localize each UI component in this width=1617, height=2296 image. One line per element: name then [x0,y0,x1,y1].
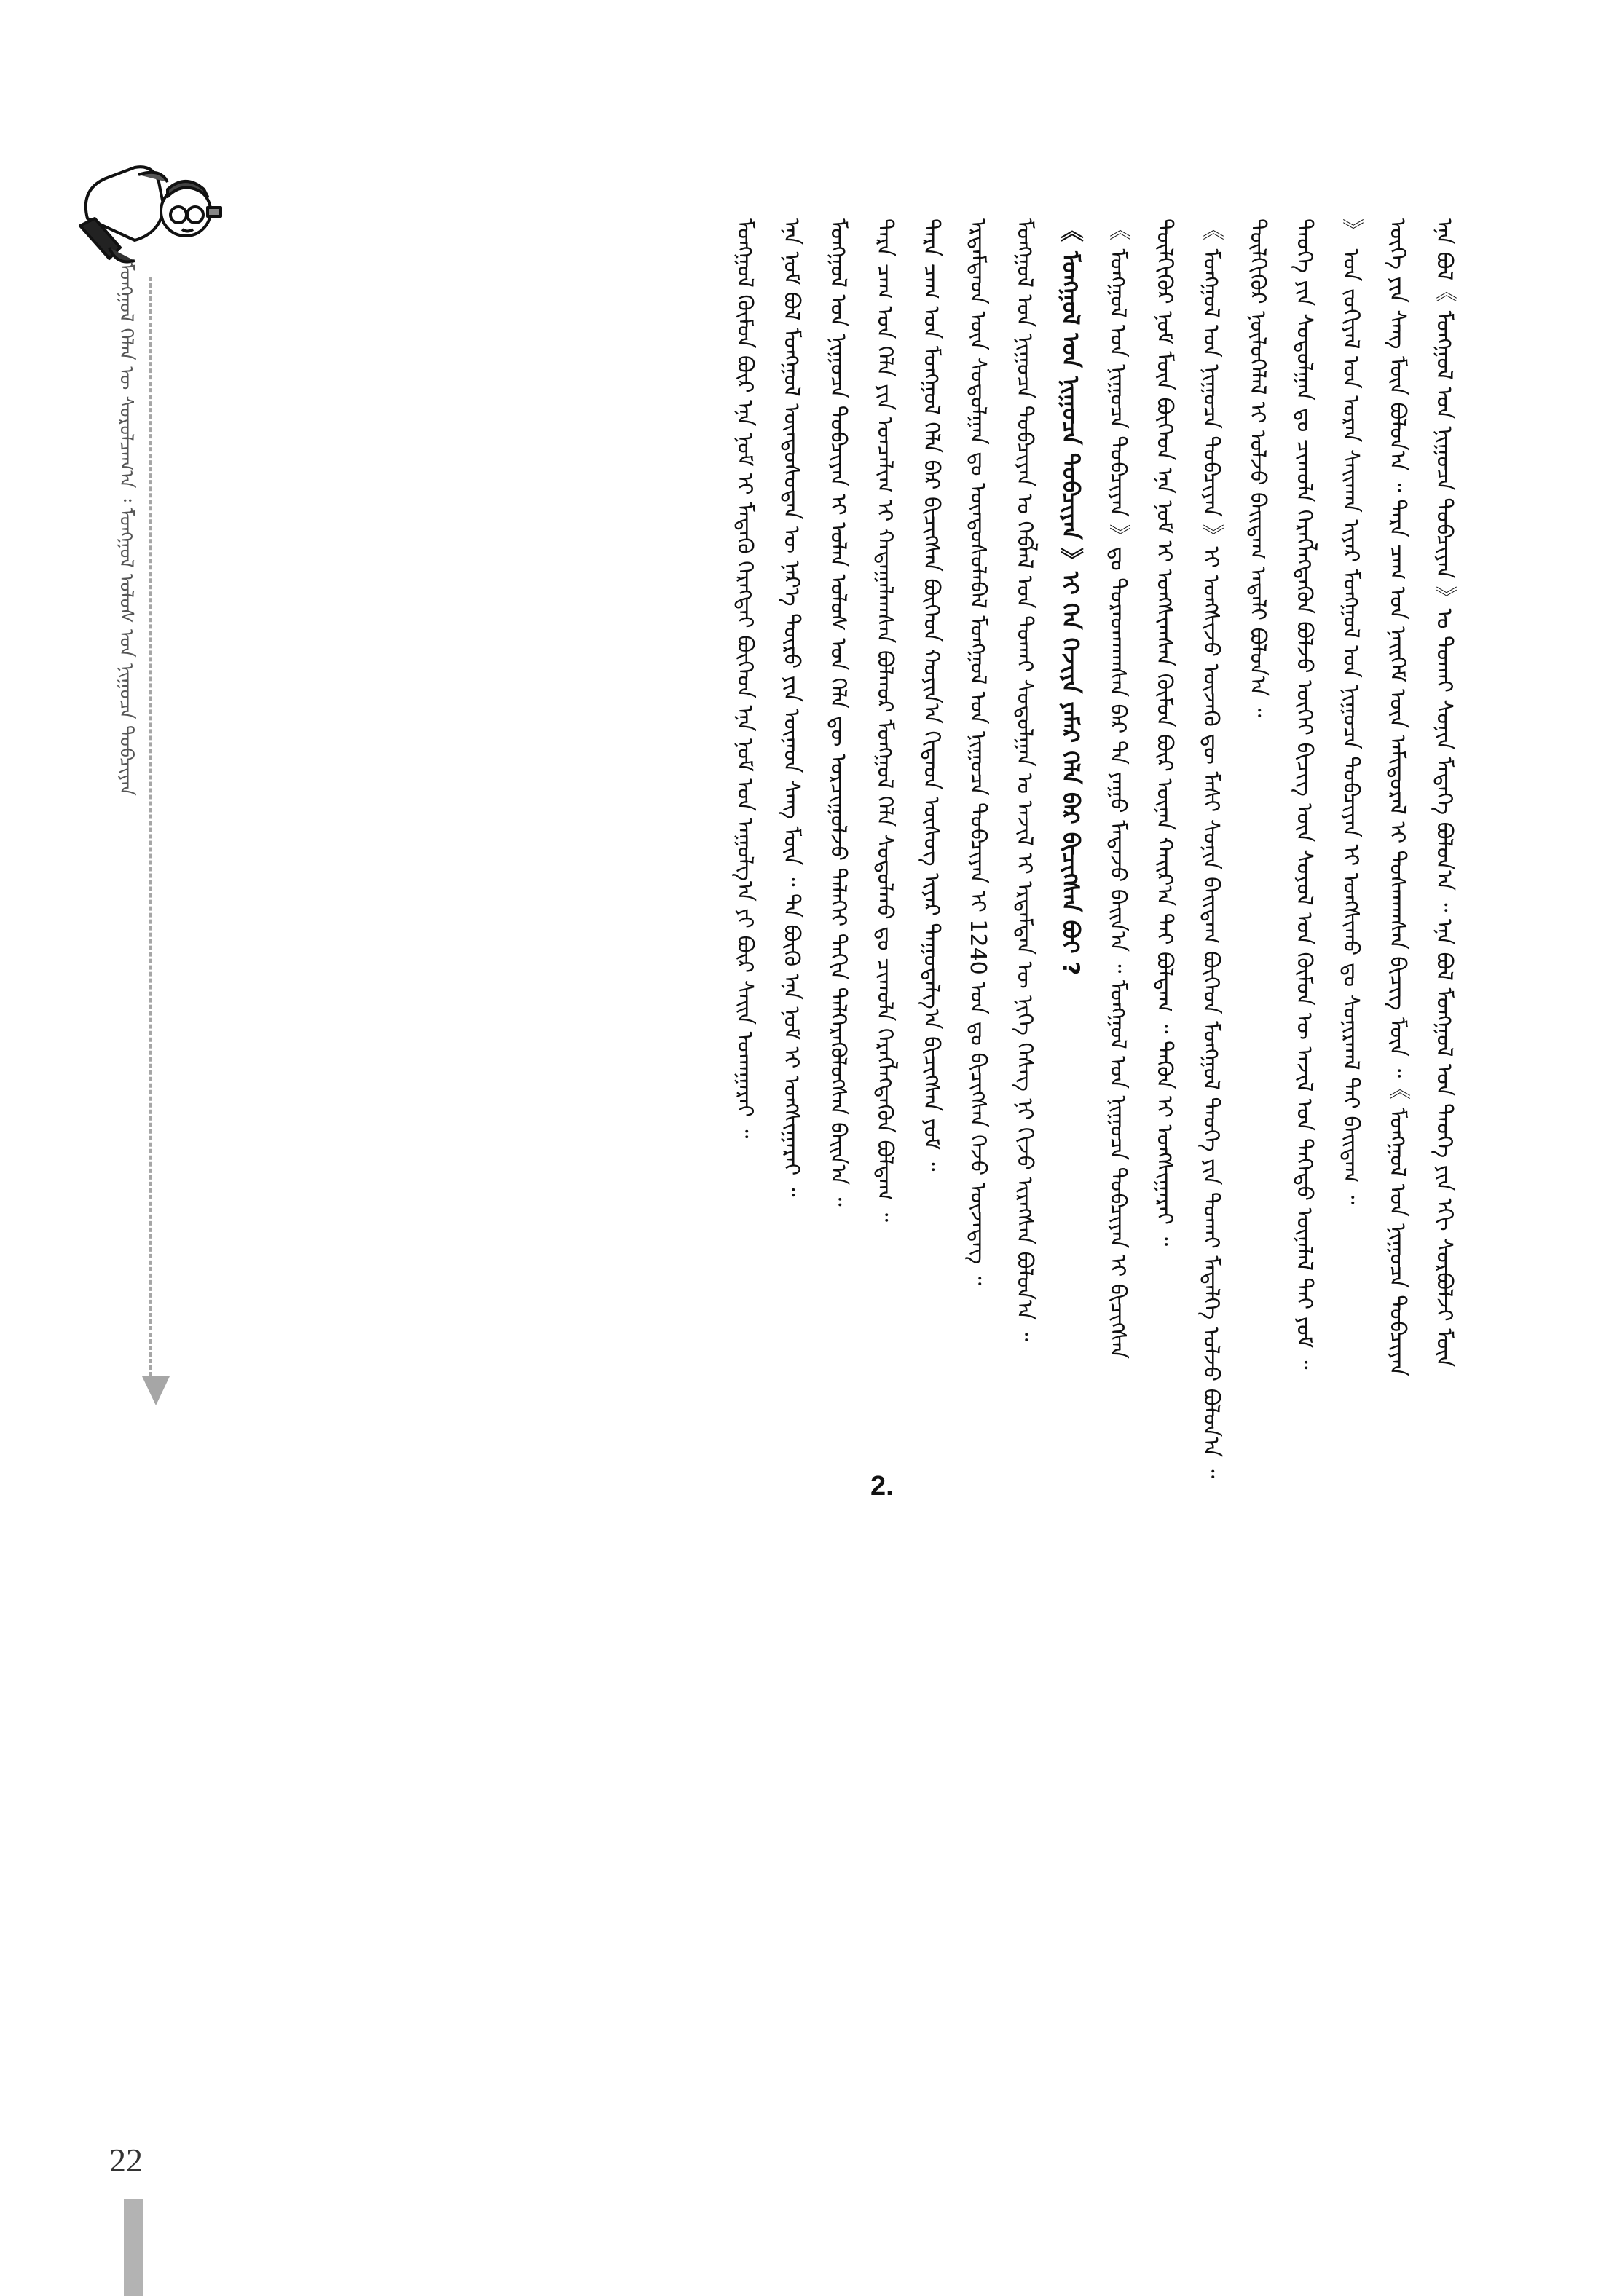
dashed-guide-line [149,277,152,1376]
text-column: ᠲᠡᠷᠡ ᠴᠠᠭ ᠤᠨ ᠬᠡᠯᠡ ᠶᠢᠨ ᠣᠨᠴᠠᠯᠢᠭ ᠢ ᠬᠠᠳᠠᠭᠠᠯᠠᠭᠰᠠᠨ ᠪᠣᠯᠬᠣᠷ ᠮᠣᠩᠭᠣᠯ ᠬᠡᠯᠡ ᠰᠤᠳᠤᠯᠬᠤ ᠳᠤ ᠴᠢᠬᠤᠯᠠ ᠬᠡᠷᠡᠭᠯᠡᠭᠳᠡᠬᠦᠨ ᠪᠣᠯᠳᠠᠭ ᠃ [872,218,897,1222]
question-heading: 《 ᠮᠣᠩᠭᠣᠯ ᠤᠨ ᠨᠢᠭᠤᠴᠠ ᠲᠣᠪᠴᠢᠶᠠᠨ 》ᠢ ᠬᠡᠨ ᠬᠡᠵᠢᠶᠡ ᠶᠠᠮᠠᠷ ᠬᠡᠯᠡ ᠪᠡᠷ ᠪᠢᠴᠢᠭᠰᠡᠨ ᠪᠤᠢ ? [1057,218,1085,976]
cartoon-boy-illustration [66,138,226,269]
text-column: ᠲᠦᠯᠬᠢᠭᠦᠷ ᠨᠥᠯᠦᠭᠡᠯᠡᠯ ᠢ ᠣᠯᠵᠤ ᠪᠠᠢᠳᠠᠭ ᠠᠳᠠᠯᠢ ᠪᠣᠯᠤᠨ᠎ᠠ ᠃ [1245,218,1270,718]
text-column: ᠲᠡᠦᠬᠡ ᠶᠢᠨ ᠰᠤᠳᠤᠯᠭᠠᠨ ᠳᠤ ᠴᠢᠬᠤᠯᠠ ᠬᠡᠷᠡᠭᠯᠡᠭᠳᠡᠬᠦᠨ ᠪᠣᠯᠵᠤ ᠦᠭᠡᠢ ᠪᠢᠴᠢᠭ ᠦᠨ ᠰᠣᠶᠣᠯ ᠤᠨ ᠬᠦᠮᠦᠨ ᠦ ᠠᠵᠢᠯ ᠤᠨ ᠳᠡᠭᠡᠳᠦ ᠦᠨᠡᠯᠡᠯ ᠲᠠᠢ ᠶᠤᠮ ᠃ [1291,218,1317,1370]
page-edge-tab [124,2199,143,2296]
triangle-arrow-icon [142,1376,170,1405]
question-number: 2. [870,1471,894,1502]
text-column: ᠡᠨᠡ ᠪᠣᠯ《 ᠮᠣᠩᠭᠣᠯ ᠤᠨ ᠨᠢᠭᠤᠴᠠ ᠲᠣᠪᠴᠢᠶᠠᠨ 》ᠤ ᠲᠤᠬᠠᠢ ᠰᠣᠨᠢᠨ ᠮᠡᠳᠡᠭᠡ ᠪᠣᠯᠤᠨ᠎ᠠ ᠃ ᠡᠨᠡ ᠪᠣᠯ ᠮᠣᠩᠭᠣᠯ ᠤᠨ ᠲᠡᠦᠬᠡ ᠶᠢᠨ ᠡᠬᠢ ᠰᠤᠷᠪᠤᠯᠵᠢ ᠮᠥᠨ [1431,218,1457,1368]
text-column: 《 ᠮᠣᠩᠭᠣᠯ ᠤᠨ ᠨᠢᠭᠤᠴᠠ ᠲᠣᠪᠴᠢᠶᠠᠨ 》ᠢ ᠤᠩᠰᠢᠵᠤ ᠦᠵᠡᠬᠦ ᠳᠦ ᠮᠠᠰᠢ ᠰᠣᠨᠢᠨ ᠪᠠᠢᠳᠠᠭ ᠪᠥᠭᠡᠳ ᠮᠣᠩᠭᠣᠯ ᠲᠡᠦᠬᠡ ᠶᠢᠨ ᠲᠤᠬᠠᠢ ᠮᠡᠳᠡᠯᠭᠡ ᠣᠯᠵᠤ ᠪᠣᠯᠤᠨ᠎ᠠ ᠃ [1198,218,1224,1479]
text-column: ᠲᠦᠯᠬᠢᠭᠦᠷ ᠨᠣᠮ ᠮᠥᠨ ᠪᠥᠭᠡᠳ ᠡᠨᠡ ᠨᠣᠮ ᠢ ᠤᠩᠰᠢᠭᠰᠠᠨ ᠬᠦᠮᠦᠨ ᠪᠦᠷ ᠦᠨᠡᠨ ᠬᠠᠢᠷ᠎ᠠ ᠲᠠᠢ ᠪᠣᠯᠳᠠᠭ ᠃ ᠲᠡᠭᠦᠨ ᠢ ᠤᠩᠰᠢᠭᠠᠷᠠᠢ ᠃ [1152,218,1177,1247]
text-column: ᠡᠷᠳᠡᠮᠲᠡᠳ ᠦᠨ ᠰᠤᠳᠤᠯᠭᠠᠨ ᠳᠤ ᠦᠨᠳᠦᠰᠦᠯᠡᠪᠡᠯ ᠮᠣᠩᠭᠣᠯ ᠤᠨ ᠨᠢᠭᠤᠴᠠ ᠲᠣᠪᠴᠢᠶᠠᠨ ᠢ 1240 ᠣᠨ ᠳᠤ ᠪᠢᠴᠢᠭᠰᠡᠨ ᠭᠡᠵᠦ ᠦᠵᠡᠳᠡᠭ ᠃ [965,218,991,1286]
text-column: ᠲᠡᠷᠡ ᠴᠠᠭ ᠤᠨ ᠮᠣᠩᠭᠣᠯ ᠬᠡᠯᠡ ᠪᠡᠷ ᠪᠢᠴᠢᠭᠰᠡᠨ ᠪᠥᠭᠡᠳ ᠬᠣᠶᠢᠨ᠎ᠠ ᠬᠢᠲᠠᠳ ᠦᠰᠦᠭ ᠢᠶᠡᠷ ᠳᠠᠭᠤᠳᠠᠯᠭ᠎ᠠ ᠪᠢᠴᠢᠭᠰᠡᠨ ᠶᠤᠮ ᠃ [918,218,944,1172]
text-column: ᠮᠣᠩᠭᠣᠯ ᠤᠨ ᠨᠢᠭᠤᠴᠠ ᠲᠣᠪᠴᠢᠶᠠᠨ ᠢ ᠣᠯᠠᠨ ᠤᠯᠤᠰ ᠤᠨ ᠬᠡᠯᠡ ᠳᠦ ᠣᠷᠴᠢᠭᠤᠯᠵᠤ ᠳᠡᠯᠡᠬᠡᠢ ᠳᠠᠬᠢᠨ ᠳᠡᠯᠭᠡᠷᠡᠭᠦᠯᠦᠭᠰᠡᠨ ᠪᠠᠢᠨ᠎ᠠ ᠃ [825,218,851,1207]
text-column: ᠮᠣᠩᠭᠣᠯ ᠬᠦᠮᠦᠨ ᠪᠦᠷ ᠡᠨᠡ ᠨᠣᠮ ᠢ ᠮᠡᠳᠡᠬᠦ ᠬᠡᠷᠡᠭᠲᠡᠢ ᠪᠥᠭᠡᠳ ᠡᠨᠡ ᠨᠣᠮ ᠤᠨ ᠠᠭᠤᠯᠭ᠎ᠠ ᠶᠢ ᠪᠦᠷ ᠰᠠᠢᠨ ᠤᠬᠠᠭᠠᠷᠠᠢ ᠃ [732,218,758,1139]
page-number: 22 [109,2142,143,2179]
text-column: ᠡᠨᠡ ᠨᠣᠮ ᠪᠣᠯ ᠮᠣᠩᠭᠣᠯ ᠦᠨᠳᠦᠰᠦᠲᠡᠨ ᠦ ᠨᠡᠷ᠎ᠡ ᠲᠥᠷᠥ ᠶᠢᠨ ᠦᠨᠡᠳ ᠰᠠᠩ ᠮᠥᠨ ᠃ ᠲᠠ ᠪᠦᠬᠦ ᠡᠨᠡ ᠨᠣᠮ ᠢ ᠤᠩᠰᠢᠭᠠᠷᠠᠢ ᠃ [779,218,804,1197]
body-text-columns [219,218,1464,2150]
text-column: 》 ᠤᠨ ᠵᠣᠬᠢᠶᠠᠯ ᠤᠨ ᠤᠷᠠᠨ ᠰᠠᠢᠬᠠᠨ ᠢᠶᠠᠷ ᠮᠣᠩᠭᠣᠯ ᠤᠨ ᠨᠢᠭᠤᠴᠠ ᠲᠣᠪᠴᠢᠶᠠᠨ ᠢ ᠤᠩᠰᠢᠬᠤ ᠳᠤ ᠰᠣᠨᠢᠷᠬᠠᠯ ᠲᠠᠢ ᠪᠠᠢᠳᠠᠭ ᠃ [1338,218,1364,1204]
text-column: ᠮᠣᠩᠭᠣᠯ ᠤᠨ ᠨᠢᠭᠤᠴᠠ ᠲᠣᠪᠴᠢᠶᠠᠨ ᠤ ᠬᠡᠪᠯᠡᠯ ᠤᠨ ᠲᠤᠬᠠᠢ ᠰᠤᠳᠤᠯᠭᠠᠨ ᠤ ᠠᠵᠢᠯ ᠢ ᠡᠷᠳᠡᠮᠲᠡᠨ ᠦ ᠨᠢᠭᠡ ᠬᠡᠰᠡᠭ ᠨᠢ ᠬᠢᠵᠦ ᠢᠷᠡᠭᠰᠡᠨ ᠪᠣᠯᠤᠨ᠎ᠠ ᠃ [1012,218,1037,1342]
text-column: 《 ᠮᠣᠩᠭᠣᠯ ᠤᠨ ᠨᠢᠭᠤᠴᠠ ᠲᠣᠪᠴᠢᠶᠠᠨ 》ᠳᠤ ᠳᠤᠷᠠᠳᠬᠠᠭᠰᠠᠨ ᠪᠠᠷ ᠲᠠ ᠶᠠᠭᠤ ᠮᠡᠳᠡᠵᠦ ᠪᠠᠢᠨ᠎ᠠ ᠃ ᠮᠣᠩᠭᠣᠯ ᠤᠨ ᠨᠢᠭᠤᠴᠠ ᠲᠣᠪᠴᠢᠶᠠᠨ ᠢ ᠪᠢᠴᠢᠭᠰᠡᠨ [1105,218,1130,1359]
text-column: ᠦᠭᠡ ᠶᠢᠨ ᠰᠠᠩ ᠮᠥᠨ ᠪᠣᠯᠤᠨ᠎ᠠ ᠃ ᠲᠡᠷᠡ ᠴᠠᠭ ᠤᠨ ᠨᠡᠢᠭᠡᠮ ᠦᠨ ᠠᠮᠢᠳᠤᠷᠠᠯ ᠢ ᠲᠤᠰᠬᠠᠭᠰᠠᠨ ᠪᠢᠴᠢᠭ ᠮᠥᠨ ᠃《 ᠮᠣᠩᠭᠣᠯ ᠤᠨ ᠨᠢᠭᠤᠴᠠ ᠲᠣᠪᠴᠢᠶᠠᠨ [1385,218,1410,1376]
running-head: ᠮᠣᠩᠭᠣᠯ ᠬᠡᠯᠡᠨ ᠦ ᠰᠤᠷᠤᠯᠴᠠᠭ᠎ᠠ ᠄ ᠮᠣᠩᠭᠣᠯ ᠤᠯᠤᠰ ᠤᠨ ᠨᠢᠭᠤᠴᠠ ᠲᠣᠪᠴᠢᠶᠠᠨ [115,262,137,796]
